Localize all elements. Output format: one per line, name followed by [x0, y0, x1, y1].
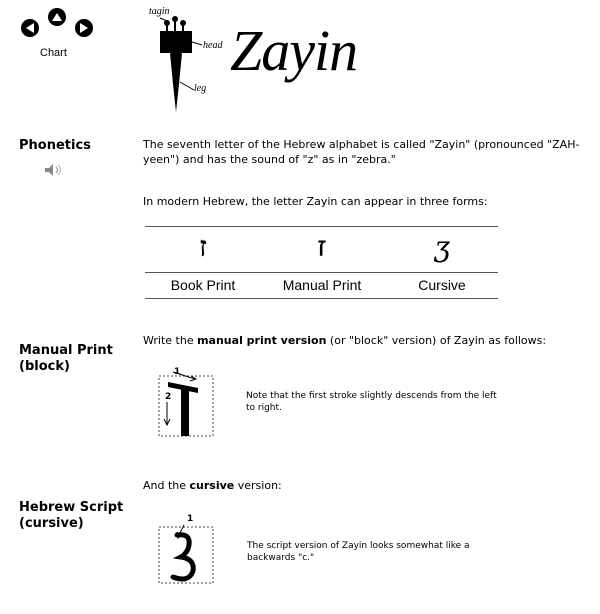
page-title: Zayin [230, 18, 358, 83]
arrow-up-icon[interactable] [48, 8, 66, 26]
manual-print-intro [143, 333, 583, 348]
cursive-intro-text-end: version: [234, 479, 282, 492]
zayin-anatomy-figure [142, 4, 242, 116]
manual-print-note: Note that the first stroke slightly descends from the left to right. [246, 391, 497, 413]
forms-intro: In modern Hebrew, the letter Zayin can appear in three forms: [143, 195, 488, 208]
intro-text: Write the [143, 334, 198, 347]
label-tagin: tagin [149, 6, 170, 17]
label-book-print: Book Print [170, 277, 236, 293]
label-cursive: Cursive [418, 277, 466, 293]
cursive-note: The script version of Zayin looks somewhat like a backwards "c." [247, 541, 470, 563]
cursive-intro-emphasis: cursive [189, 479, 235, 492]
table-rule-top [145, 226, 498, 227]
heading-phonetics: Phonetics [19, 138, 91, 153]
navigation-arrows[interactable] [18, 6, 96, 44]
cursive-stroke-diagram [155, 511, 217, 587]
label-manual-print: Manual Print [282, 277, 362, 293]
heading-manual-print: Manual Print (block) [19, 343, 113, 374]
cursive-intro [143, 478, 583, 493]
chart-link[interactable]: Chart [40, 47, 67, 59]
arrow-right-icon[interactable] [75, 19, 93, 37]
glyph-cursive: ʒ [434, 230, 450, 263]
table-rule-middle [145, 272, 498, 273]
label-leg: leg [194, 83, 207, 94]
intro-emphasis: manual print version [197, 334, 327, 347]
phonetics-description: The seventh letter of the Hebrew alphabet is called "Zayin" (pronounced "ZAH-yeen") and has the sound of "z" as in "zebra." [143, 138, 580, 166]
glyph-book-print: ז [199, 230, 207, 263]
stroke-number-1: 1 [174, 367, 181, 377]
manual-print-stroke-diagram [155, 366, 217, 442]
label-head: head [203, 40, 223, 51]
stroke-number-2: 2 [165, 392, 172, 402]
cursive-stroke-number-1: 1 [187, 514, 194, 524]
glyph-manual-print: ז [317, 230, 327, 263]
arrow-left-icon[interactable] [21, 19, 39, 37]
intro-text-end: (or "block" version) of Zayin as follows: [326, 334, 547, 347]
cursive-intro-text: And the [143, 479, 190, 492]
speaker-icon[interactable] [44, 163, 64, 177]
heading-hebrew-script: Hebrew Script (cursive) [19, 500, 124, 531]
table-rule-bottom [145, 298, 498, 299]
